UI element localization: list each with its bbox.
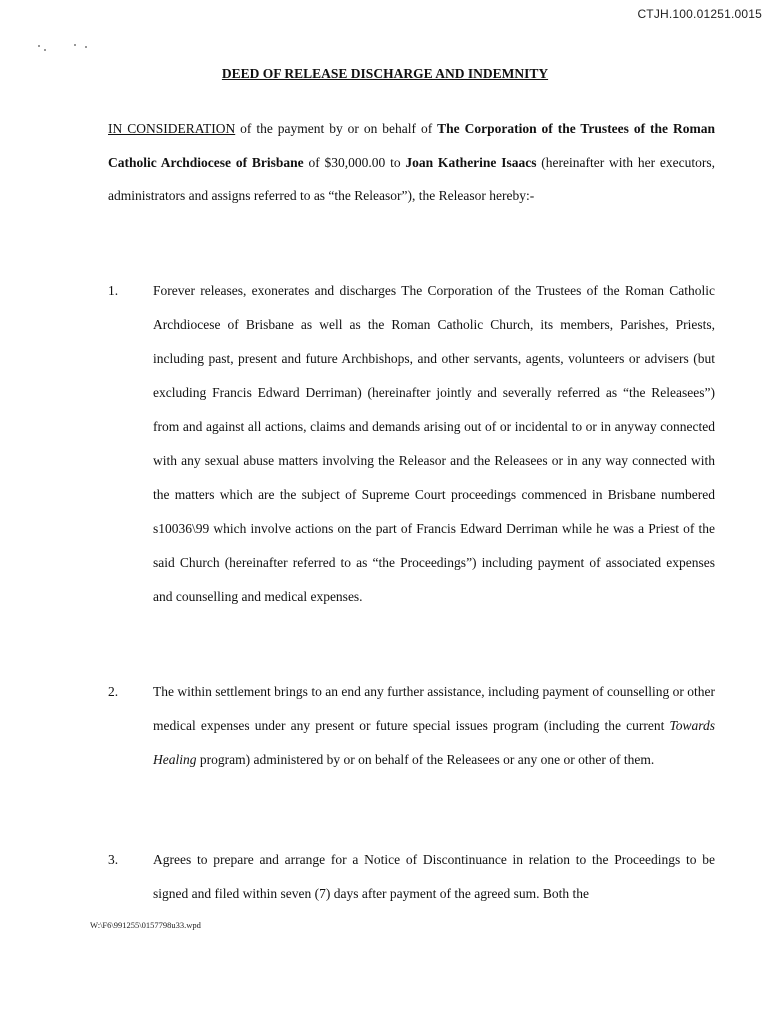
scan-speck (85, 46, 87, 48)
clause-text: Agrees to prepare and arrange for a Notice of Discontinuance in relation to the Proceedings to be signed and filed within seven (7) days after payment of the agreed sum. Both the (153, 852, 715, 901)
document-title: DEED OF RELEASE DISCHARGE AND INDEMNITY (221, 66, 549, 81)
scan-speck (74, 44, 76, 46)
intro-text: of the payment by or on behalf of (235, 121, 438, 136)
clause-number: 1. (108, 283, 119, 298)
intro-text: (hereinafter with her executors, administrators and assigns referred to as “the Releasor”), the Releasor hereby:- (108, 154, 715, 203)
intro-paragraph (108, 112, 715, 213)
clause-number: 2. (108, 684, 119, 699)
clause-2 (108, 675, 715, 777)
scan-speck (44, 49, 46, 51)
scan-speck (38, 45, 40, 47)
clause-text-part: The within settlement brings to an end any further assistance, including payment of counselling or other medical expenses under any present or future special issues program (including the current (153, 684, 715, 733)
clause-text: Forever releases, exonerates and discharges The Corporation of the Trustees of the Roman Catholic Archdiocese of Brisbane as well as the Roman Catholic Church, its members, Parishes, Priests, including past, present and future Archbishops, and other servants, agents, volunteers or advisers (but excluding Francis Edward Derriman) (hereinafter jointly and severally referred as “the Releasees”) from and against all actions, claims and demands arising out of or incidental to or in anyway connected with any sexual abuse matters involving the Releasor and the Releasees or in any way connected with the matters which are the subject of Supreme Court proceedings commenced in Brisbane numbered s10036\99 which involve actions on the part of Francis Edward Derriman while he was a Priest of the said Church (hereinafter referred to as “the Proceedings”) including payment of associated expenses and counselling and medical expenses. (153, 283, 715, 604)
intro-text: of $30,000.00 to (303, 154, 406, 170)
program-name: Towards Healing (153, 718, 715, 767)
payee-name: Joan Katherine Isaacs (405, 154, 537, 170)
payer-name: The Corporation of the Trustees of the Roman Catholic Archdiocese of Brisbane (108, 121, 716, 170)
clause-3 (108, 843, 715, 911)
document-id: CTJH.100.01251.0015 (637, 7, 762, 21)
clause-text-part: program) administered by or on behalf of the Releasees or any one or other of them. (196, 752, 655, 767)
in-consideration-heading: IN CONSIDERATION (108, 121, 236, 136)
clause-text (153, 675, 715, 777)
clause-1 (108, 274, 715, 614)
file-path-footer: W:\F6\991255\0157798u33.wpd (90, 920, 201, 930)
clause-number: 3. (108, 852, 119, 867)
